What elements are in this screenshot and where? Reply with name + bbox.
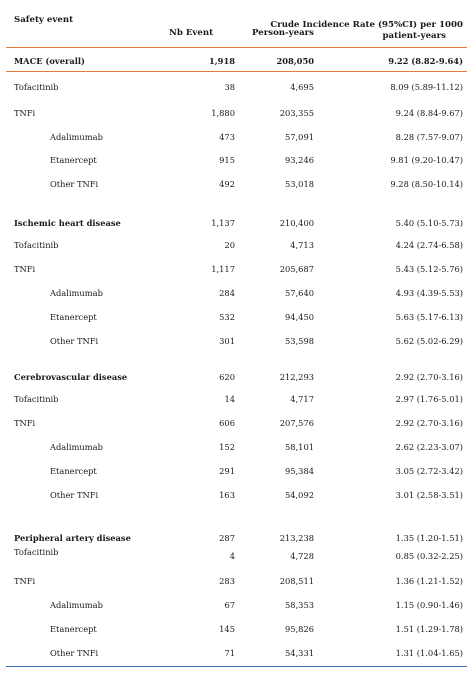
table-row [6,367,467,387]
row-nb-event: 1,918 [209,56,235,66]
table-row [6,619,467,639]
table-bottom-rule [6,666,467,667]
table-row [6,485,467,505]
table-row [6,127,467,147]
row-person-years: 53,018 [284,179,314,189]
row-label: Ischemic heart disease [14,218,121,228]
row-label: Cerebrovascular disease [14,372,128,382]
row-person-years: 212,293 [279,372,314,382]
row-label: Tofacitinib [14,240,59,250]
row-label: Adalimumab [50,288,103,298]
row-incidence-rate: 2.97 (1.76-5.01) [395,394,463,404]
row-incidence-rate: 1.36 (1.21-1.52) [395,576,463,586]
row-person-years: 58,101 [284,442,314,452]
table-row [6,150,467,170]
table-row [6,259,467,279]
row-nb-event: 620 [219,372,235,382]
header-incidence-rate-line1: Crude Incidence Rate (95%CI) per 1000 [270,20,463,30]
row-nb-event: 473 [219,132,235,142]
row-incidence-rate: 8.09 (5.89-11.12) [390,82,463,92]
row-person-years: 210,400 [279,218,314,228]
row-incidence-rate: 4.24 (2.74-6.58) [395,240,463,250]
table-row [6,283,467,303]
row-incidence-rate: 5.40 (5.10-5.73) [395,218,463,228]
row-nb-event: 71 [224,648,235,658]
row-label: Etanercept [50,466,97,476]
row-label: Other TNFi [50,490,99,500]
row-label: Etanercept [50,624,97,634]
row-incidence-rate: 1.35 (1.20-1.51) [395,533,463,543]
table-row [6,331,467,351]
row-person-years: 57,091 [284,132,314,142]
row-person-years: 207,576 [279,418,314,428]
row-label: Etanercept [50,312,97,322]
row-incidence-rate: 0.85 (0.32-2.25) [395,551,463,561]
row-label: TNFi [14,576,36,586]
row-label: TNFi [14,264,36,274]
row-incidence-rate: 1.31 (1.04-1.65) [395,648,463,658]
row-nb-event: 283 [219,576,235,586]
table-row [6,546,467,566]
row-incidence-rate: 5.62 (5.02-6.29) [395,336,463,346]
table-row [6,235,467,255]
row-label: Peripheral artery disease [14,533,131,543]
row-nb-event: 532 [219,312,235,322]
row-incidence-rate: 9.28 (8.50-10.14) [390,179,463,189]
table-row [6,413,467,433]
row-label: Tofacitinib [14,547,59,557]
table-row [6,51,467,71]
header-safety-event: Safety event [14,15,74,25]
row-person-years: 4,717 [290,394,314,404]
row-person-years: 53,598 [284,336,314,346]
row-label: Adalimumab [50,600,103,610]
row-nb-event: 20 [224,240,235,250]
row-label: Etanercept [50,155,97,165]
table-row [6,307,467,327]
row-label: Tofacitinib [14,394,59,404]
row-incidence-rate: 9.24 (8.84-9.67) [395,108,463,118]
table-row [6,528,467,548]
table-row [6,461,467,481]
row-person-years: 213,238 [279,533,314,543]
table-row [6,389,467,409]
row-nb-event: 4 [229,551,235,561]
safety-events-table [6,0,467,681]
row-label: MACE (overall) [14,56,85,66]
table-row [6,437,467,457]
header-incidence-rate-line2: patient-years [382,31,446,41]
table-header [6,0,467,48]
row-incidence-rate: 1.15 (0.90-1.46) [395,600,463,610]
row-incidence-rate: 1.51 (1.29-1.78) [395,624,463,634]
row-label: Tofacitinib [14,82,59,92]
row-nb-event: 287 [219,533,235,543]
row-person-years: 208,050 [276,56,314,66]
row-nb-event: 291 [219,466,235,476]
row-person-years: 4,695 [290,82,314,92]
row-label: Other TNFi [50,648,99,658]
table-row [6,77,467,97]
row-nb-event: 38 [224,82,235,92]
row-nb-event: 145 [219,624,235,634]
row-incidence-rate: 2.92 (2.70-3.16) [395,418,463,428]
row-incidence-rate: 2.62 (2.23-3.07) [395,442,463,452]
row-person-years: 205,687 [279,264,314,274]
row-incidence-rate: 5.63 (5.17-6.13) [395,312,463,322]
row-incidence-rate: 5.43 (5.12-5.76) [395,264,463,274]
row-person-years: 4,713 [290,240,314,250]
row-incidence-rate: 9.81 (9.20-10.47) [390,155,463,165]
row-nb-event: 915 [219,155,235,165]
row-nb-event: 1,117 [211,264,235,274]
row-person-years: 95,384 [284,466,314,476]
row-nb-event: 67 [224,600,235,610]
row-label: TNFi [14,418,36,428]
row-nb-event: 284 [219,288,235,298]
row-label: Other TNFi [50,336,99,346]
row-label: Adalimumab [50,132,103,142]
table-row [6,213,467,233]
row-label: TNFi [14,108,36,118]
row-nb-event: 152 [219,442,235,452]
table-row [6,643,467,663]
row-incidence-rate: 3.05 (2.72-3.42) [395,466,463,476]
row-person-years: 93,246 [284,155,314,165]
table-row [6,103,467,123]
row-nb-event: 606 [219,418,235,428]
row-nb-event: 1,880 [211,108,235,118]
row-person-years: 4,728 [290,551,314,561]
row-person-years: 95,826 [284,624,314,634]
row-label: Other TNFi [50,179,99,189]
row-person-years: 203,355 [279,108,314,118]
row-person-years: 94,450 [284,312,314,322]
row-incidence-rate: 9.22 (8.82-9.64) [388,56,463,66]
row-incidence-rate: 3.01 (2.58-3.51) [395,490,463,500]
header-person-years: Person-years [252,28,315,38]
table-row [6,174,467,194]
row-person-years: 58,353 [284,600,314,610]
section-divider [6,71,467,72]
row-nb-event: 492 [219,179,235,189]
row-nb-event: 14 [224,394,235,404]
row-nb-event: 163 [219,490,235,500]
row-person-years: 208,511 [279,576,314,586]
header-nb-event: Nb Event [169,28,214,38]
row-incidence-rate: 8.28 (7.57-9.07) [395,132,463,142]
table-row [6,595,467,615]
row-incidence-rate: 4.93 (4.39-5.53) [395,288,463,298]
row-nb-event: 301 [219,336,235,346]
row-person-years: 54,331 [284,648,314,658]
row-incidence-rate: 2.92 (2.70-3.16) [395,372,463,382]
row-person-years: 57,640 [284,288,314,298]
table-row [6,571,467,591]
row-nb-event: 1,137 [211,218,235,228]
row-label: Adalimumab [50,442,103,452]
row-person-years: 54,092 [284,490,314,500]
